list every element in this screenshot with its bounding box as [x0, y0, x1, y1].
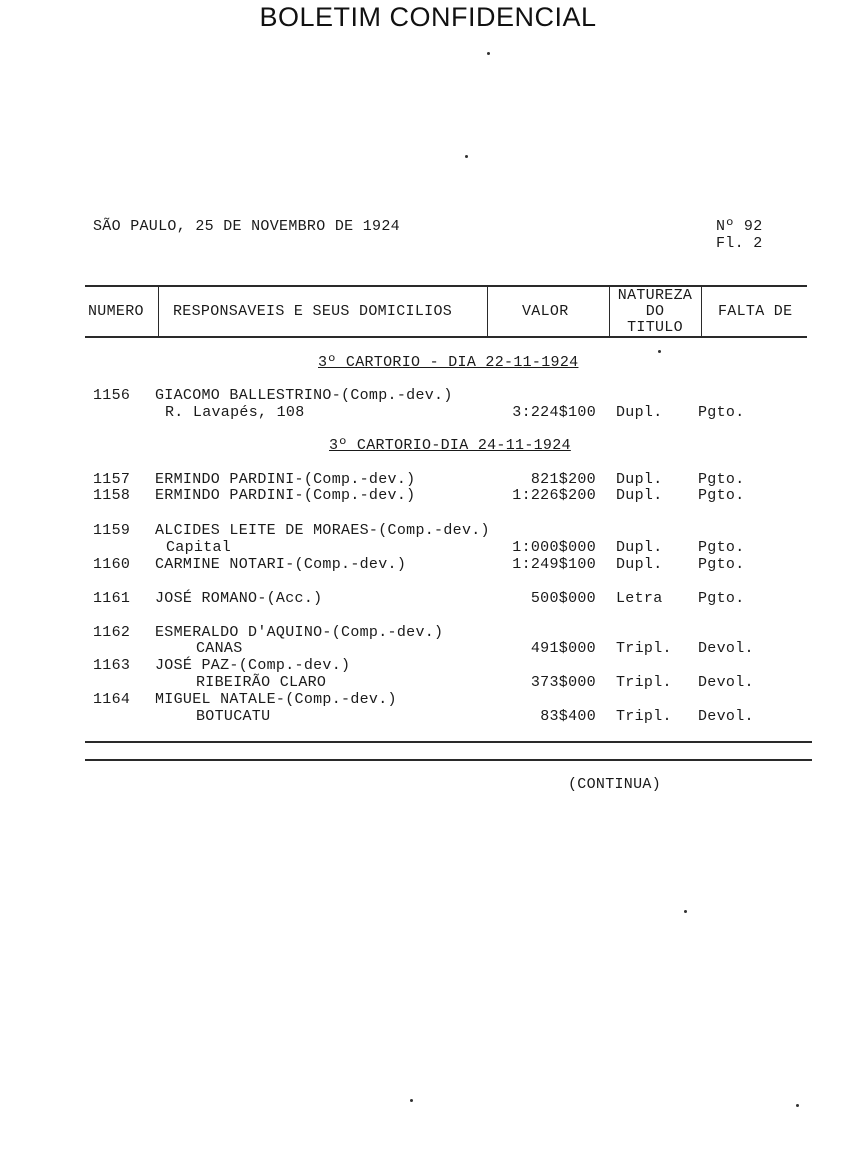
row-reason: Pgto. — [698, 404, 745, 421]
row-reason: Pgto. — [698, 539, 745, 556]
row-reason: Devol. — [698, 708, 754, 725]
continua-note: (CONTINUA) — [568, 776, 662, 793]
row-reason: Pgto. — [698, 556, 745, 573]
row-name: ERMINDO PARDINI-(Comp.-dev.) — [155, 487, 416, 504]
row-value: 1:226$200 — [512, 487, 596, 504]
sheet-number: Fl. 2 — [716, 235, 763, 252]
row-reason: Devol. — [698, 640, 754, 657]
row-nature: Tripl. — [616, 640, 672, 657]
row-address: R. Lavapés, 108 — [165, 404, 305, 421]
row-value: 3:224$100 — [512, 404, 596, 421]
row-name: CARMINE NOTARI-(Comp.-dev.) — [155, 556, 407, 573]
row-address: CANAS — [196, 640, 243, 657]
row-nature: Dupl. — [616, 487, 663, 504]
scan-speck — [487, 52, 490, 55]
document-title: BOLETIM CONFIDENCIAL — [259, 2, 597, 32]
place-date: SÃO PAULO, 25 DE NOVEMBRO DE 1924 — [93, 218, 400, 235]
row-name: JOSÉ ROMANO-(Acc.) — [155, 590, 323, 607]
column-header-valor: VALOR — [522, 303, 569, 320]
row-nature: Tripl. — [616, 674, 672, 691]
row-nature: Dupl. — [616, 539, 663, 556]
scan-speck — [684, 910, 687, 913]
row-number: 1156 — [93, 387, 131, 404]
bulletin-number: Nº 92 — [716, 218, 763, 235]
section-heading: 3º CARTORIO - DIA 22-11-1924 — [318, 354, 579, 371]
row-nature: Dupl. — [616, 471, 663, 488]
row-number: 1164 — [93, 691, 131, 708]
row-reason: Devol. — [698, 674, 754, 691]
row-value: 1:249$100 — [512, 556, 596, 573]
row-name: ERMINDO PARDINI-(Comp.-dev.) — [155, 471, 416, 488]
row-value: 821$200 — [530, 471, 596, 488]
table-closing-rule — [85, 759, 812, 761]
row-number: 1159 — [93, 522, 131, 539]
row-number: 1161 — [93, 590, 131, 607]
row-number: 1158 — [93, 487, 131, 504]
row-nature: Dupl. — [616, 404, 663, 421]
scan-speck — [410, 1099, 413, 1102]
row-reason: Pgto. — [698, 590, 745, 607]
column-divider — [701, 287, 702, 336]
row-reason: Pgto. — [698, 487, 745, 504]
column-header-titulo: TITULO — [627, 319, 683, 336]
column-header-do: DO — [645, 303, 665, 320]
row-name: ESMERALDO D'AQUINO-(Comp.-dev.) — [155, 624, 444, 641]
row-number: 1157 — [93, 471, 131, 488]
row-number: 1162 — [93, 624, 131, 641]
row-address: BOTUCATU — [196, 708, 271, 725]
row-nature: Letra — [616, 590, 663, 607]
scan-speck — [796, 1104, 799, 1107]
scan-speck — [658, 350, 661, 353]
column-divider — [487, 287, 488, 336]
row-reason: Pgto. — [698, 471, 745, 488]
row-nature: Dupl. — [616, 556, 663, 573]
section-heading: 3º CARTORIO-DIA 24-11-1924 — [329, 437, 571, 454]
row-name: ALCIDES LEITE DE MORAES-(Comp.-dev.) — [155, 522, 490, 539]
row-number: 1160 — [93, 556, 131, 573]
row-name: MIGUEL NATALE-(Comp.-dev.) — [155, 691, 397, 708]
row-value: 491$000 — [530, 640, 596, 657]
row-value: 1:000$000 — [512, 539, 596, 556]
row-value: 500$000 — [530, 590, 596, 607]
column-divider — [158, 287, 159, 336]
header-bottom-rule — [85, 336, 807, 338]
table-bottom-rule — [85, 741, 812, 743]
column-header-falta-de: FALTA DE — [718, 303, 793, 320]
scan-speck — [465, 155, 468, 158]
column-header-responsaveis: RESPONSAVEIS E SEUS DOMICILIOS — [173, 303, 453, 320]
column-header-numero: NUMERO — [88, 303, 144, 320]
row-name: GIACOMO BALLESTRINO-(Comp.-dev.) — [155, 387, 453, 404]
row-nature: Tripl. — [616, 708, 672, 725]
row-value: 373$000 — [530, 674, 596, 691]
row-name: JOSÉ PAZ-(Comp.-dev.) — [155, 657, 351, 674]
row-address: Capital — [166, 539, 232, 556]
column-header-natureza: NATUREZA — [617, 287, 693, 304]
row-number: 1163 — [93, 657, 131, 674]
row-value: 83$400 — [540, 708, 596, 725]
row-address: RIBEIRÃO CLARO — [196, 674, 327, 691]
